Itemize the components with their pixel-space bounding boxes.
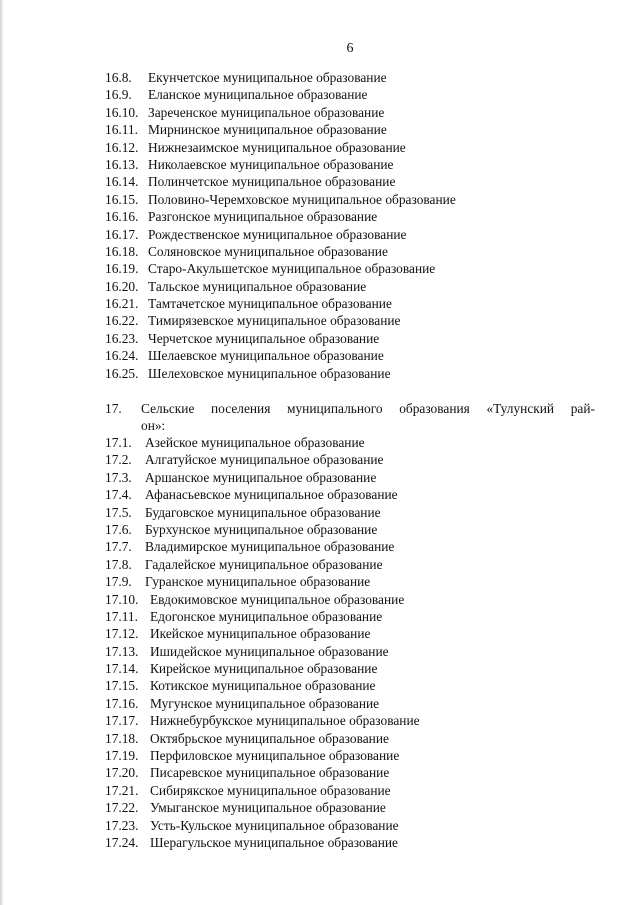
item-number: 16.15. [105, 191, 139, 207]
item-number: 16.18. [105, 243, 139, 259]
item-text: Кирейское муниципальное образование [150, 661, 378, 677]
item-number: 17.8. [105, 556, 132, 572]
item-text: Сибирякское муниципальное образование [150, 782, 391, 798]
item-number: 17.16. [105, 695, 139, 711]
item-number: 16.16. [105, 209, 139, 225]
item-text: Гуранское муниципальное образование [145, 574, 371, 590]
list-item [105, 625, 600, 642]
item-number: 17.22. [105, 800, 139, 816]
section-number: 17. [105, 401, 122, 416]
list-item [105, 139, 600, 156]
item-number: 16.21. [105, 296, 139, 312]
list-item [105, 556, 600, 573]
item-text: Писаревское муниципальное образование [150, 765, 390, 781]
list-item [105, 451, 600, 468]
item-text: Нижнебурбукское муниципальное образование [150, 713, 420, 729]
item-number: 16.23. [105, 330, 139, 346]
item-number: 17.5. [105, 504, 132, 520]
section-16-list [105, 69, 600, 382]
list-item [105, 295, 600, 312]
list-item [105, 191, 600, 208]
page-number: 6 [346, 41, 354, 56]
item-text: Ишидейское муниципальное образование [150, 643, 389, 659]
item-text: Шелаевское муниципальное образование [148, 348, 384, 364]
list-item [105, 521, 600, 538]
item-text: Мугунское муниципальное образование [150, 695, 380, 711]
item-text: Гадалейское муниципальное образование [145, 556, 383, 572]
list-item [105, 817, 600, 834]
item-number: 17.10. [105, 591, 139, 607]
item-number: 17.24. [105, 834, 139, 850]
list-item [105, 834, 600, 851]
item-number: 17.12. [105, 626, 139, 642]
item-number: 16.25. [105, 365, 139, 381]
list-item [105, 243, 600, 260]
list-item [105, 260, 600, 277]
item-number: 16.19. [105, 261, 139, 277]
item-number: 16.22. [105, 313, 139, 329]
list-item [105, 486, 600, 503]
list-item [105, 643, 600, 660]
item-text: Николаевское муниципальное образование [148, 156, 394, 172]
item-text: Соляновское муниципальное образование [148, 243, 388, 259]
item-number: 16.20. [105, 278, 139, 294]
list-item [105, 677, 600, 694]
item-number: 17.19. [105, 748, 139, 764]
list-item [105, 365, 600, 382]
list-item [105, 799, 600, 816]
item-number: 16.12. [105, 139, 139, 155]
item-number: 17.4. [105, 487, 132, 503]
list-item [105, 312, 600, 329]
list-item [105, 538, 600, 555]
item-number: 16.10. [105, 104, 139, 120]
item-text: Афанасьевское муниципальное образование [145, 487, 398, 503]
item-text: Екунчетское муниципальное образование [148, 70, 387, 85]
list-item [105, 156, 600, 173]
item-text: Половино-Черемховское муниципальное образование [148, 191, 456, 207]
item-number: 17.17. [105, 713, 139, 729]
item-number: 17.7. [105, 539, 132, 555]
scan-edge [0, 0, 3, 905]
list-item [105, 208, 600, 225]
list-item [105, 747, 600, 764]
item-text: Тимирязевское муниципальное образование [148, 313, 401, 329]
heading-line-2: он»: [141, 418, 166, 434]
heading-title: Сельские поселения муниципального образования «Тулунский рай- [141, 401, 595, 416]
list-item [105, 226, 600, 243]
item-text: Азейское муниципальное образование [145, 435, 365, 450]
item-text: Разгонское муниципальное образование [148, 209, 378, 225]
item-text: Шелеховское муниципальное образование [148, 365, 391, 381]
item-number: 17.23. [105, 817, 139, 833]
item-text: Еланское муниципальное образование [148, 87, 368, 103]
list-item [105, 608, 600, 625]
item-number: 17.3. [105, 469, 132, 485]
item-number: 16.17. [105, 226, 139, 242]
item-number: 17.6. [105, 521, 132, 537]
list-item [105, 86, 600, 103]
item-text: Старо-Акульшетское муниципальное образование [148, 261, 436, 277]
list-item [105, 330, 600, 347]
item-text: Икейское муниципальное образование [150, 626, 371, 642]
item-number: 16.11. [105, 122, 138, 138]
item-text: Полинчетское муниципальное образование [148, 174, 396, 190]
item-number: 17.13. [105, 643, 139, 659]
item-number: 16.24. [105, 348, 139, 364]
list-item [105, 730, 600, 747]
item-text: Котикское муниципальное образование [150, 678, 376, 694]
list-item [105, 712, 600, 729]
item-number: 17.21. [105, 782, 139, 798]
item-number: 16.13. [105, 156, 139, 172]
item-text: Черчетское муниципальное образование [148, 330, 380, 346]
item-text: Будаговское муниципальное образование [145, 504, 381, 520]
list-item [105, 434, 600, 451]
item-text: Перфиловское муниципальное образование [150, 748, 400, 764]
item-number: 16.8. [105, 70, 132, 85]
list-item [105, 591, 600, 608]
item-number: 16.14. [105, 174, 139, 190]
section-17-list [105, 434, 600, 851]
item-text: Нижнезаимское муниципальное образование [148, 139, 406, 155]
list-item [105, 573, 600, 590]
item-number: 17.20. [105, 765, 139, 781]
item-text: Усть-Кульское муниципальное образование [150, 817, 399, 833]
list-item [105, 278, 600, 295]
item-number: 17.14. [105, 661, 139, 677]
list-item [105, 695, 600, 712]
item-number: 17.18. [105, 730, 139, 746]
list-item [105, 660, 600, 677]
item-text: Едогонское муниципальное образование [150, 608, 383, 624]
list-item [105, 347, 600, 364]
list-item [105, 104, 600, 121]
item-text: Умыганское муниципальное образование [150, 800, 386, 816]
item-text: Рождественское муниципальное образование [148, 226, 407, 242]
section-17-heading [105, 400, 595, 435]
item-text: Владимирское муниципальное образование [145, 539, 395, 555]
list-item [105, 504, 600, 521]
item-text: Зареченское муниципальное образование [148, 104, 385, 120]
item-text: Аршанское муниципальное образование [145, 469, 377, 485]
item-number: 17.1. [105, 435, 132, 450]
list-item [105, 69, 600, 86]
list-item [105, 782, 600, 799]
list-item [105, 173, 600, 190]
item-number: 17.11. [105, 608, 138, 624]
item-text: Шерагульское муниципальное образование [150, 834, 398, 850]
item-text: Тальское муниципальное образование [148, 278, 367, 294]
item-number: 17.15. [105, 678, 139, 694]
item-number: 17.2. [105, 452, 132, 468]
heading-line-1 [105, 400, 595, 417]
item-text: Октябрьское муниципальное образование [150, 730, 389, 746]
item-text: Бурхунское муниципальное образование [145, 521, 378, 537]
item-text: Евдокимовское муниципальное образование [150, 591, 405, 607]
list-item [105, 764, 600, 781]
item-number: 17.9. [105, 574, 132, 590]
item-number: 16.9. [105, 87, 132, 103]
list-item [105, 121, 600, 138]
item-text: Тамтачетское муниципальное образование [148, 296, 392, 312]
list-item [105, 469, 600, 486]
item-text: Алгатуйское муниципальное образование [145, 452, 384, 468]
item-text: Мирнинское муниципальное образование [148, 122, 387, 138]
